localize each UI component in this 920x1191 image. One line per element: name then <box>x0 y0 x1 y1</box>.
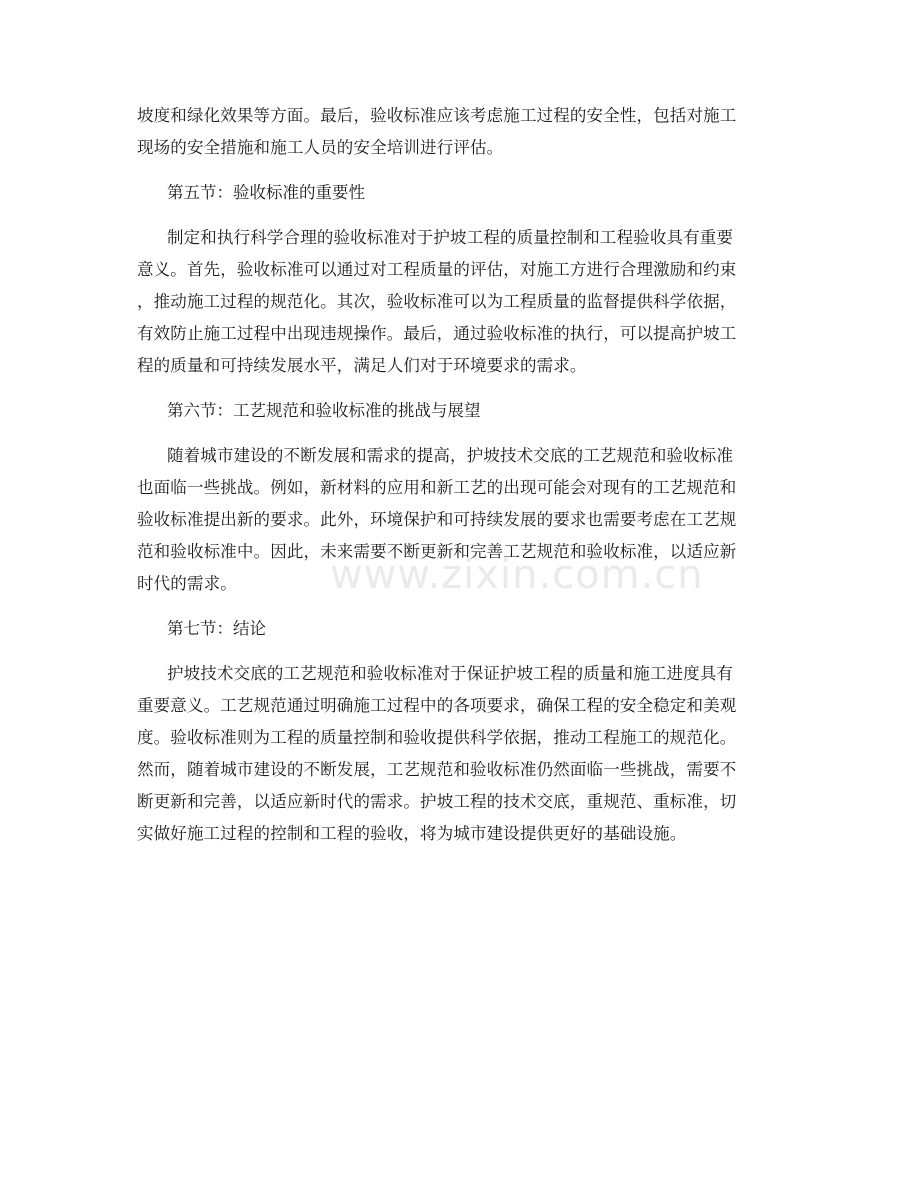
text-line: 也面临一些挑战。例如，新材料的应用和新工艺的出现可能会对现有的工艺规范和 <box>137 478 737 497</box>
text-line: 意义。首先，验收标准可以通过对工程质量的评估，对施工方进行合理激励和约束 <box>137 260 737 279</box>
text-line: 护坡技术交底的工艺规范和验收标准对于保证护坡工程的质量和施工进度具有 <box>167 664 734 683</box>
section-6-paragraph <box>137 440 787 600</box>
section-7-paragraph <box>137 658 787 850</box>
text-line: 断更新和完善，以适应新时代的需求。护坡工程的技术交底，重规范、重标准，切 <box>137 792 737 811</box>
section-7-heading: 第七节：结论 <box>167 619 266 638</box>
text-line: 范和验收标准中。因此，未来需要不断更新和完善工艺规范和验收标准，以适应新 <box>137 542 737 561</box>
section-6-heading: 第六节：工艺规范和验收标准的挑战与展望 <box>167 401 481 420</box>
section-5-paragraph <box>137 222 787 382</box>
document-body <box>137 100 787 863</box>
text-line: 度。验收标准则为工程的质量控制和验收提供科学依据，推动工程施工的规范化。 <box>137 728 737 747</box>
text-line: 坡度和绿化效果等方面。最后，验收标准应该考虑施工过程的安全性，包括对施工 <box>137 106 737 125</box>
text-line: 重要意义。工艺规范通过明确施工过程中的各项要求，确保工程的安全稳定和美观 <box>137 696 737 715</box>
text-line: 有效防止施工过程中出现违规操作。最后，通过验收标准的执行，可以提高护坡工 <box>137 324 737 343</box>
text-line: 验收标准提出新的要求。此外，环境保护和可持续发展的要求也需要考虑在工艺规 <box>137 510 737 529</box>
text-line: 时代的需求。 <box>137 574 237 593</box>
text-line: 程的质量和可持续发展水平，满足人们对于环境要求的需求。 <box>137 356 587 375</box>
text-line: 实做好施工过程的控制和工程的验收，将为城市建设提供更好的基础设施。 <box>137 824 687 843</box>
text-line: 随着城市建设的不断发展和需求的提高，护坡技术交底的工艺规范和验收标准 <box>167 446 734 465</box>
intro-paragraph <box>137 100 787 164</box>
section-5-heading: 第五节：验收标准的重要性 <box>167 183 365 202</box>
watermark: www.zixin.com.cn <box>330 552 704 598</box>
text-line: ，推动施工过程的规范化。其次，验收标准可以为工程质量的监督提供科学依据， <box>137 292 737 311</box>
text-line: 现场的安全措施和施工人员的安全培训进行评估。 <box>137 138 504 157</box>
text-line: 然而，随着城市建设的不断发展，工艺规范和验收标准仍然面临一些挑战，需要不 <box>137 760 737 779</box>
text-line: 制定和执行科学合理的验收标准对于护坡工程的质量控制和工程验收具有重要 <box>167 228 734 247</box>
